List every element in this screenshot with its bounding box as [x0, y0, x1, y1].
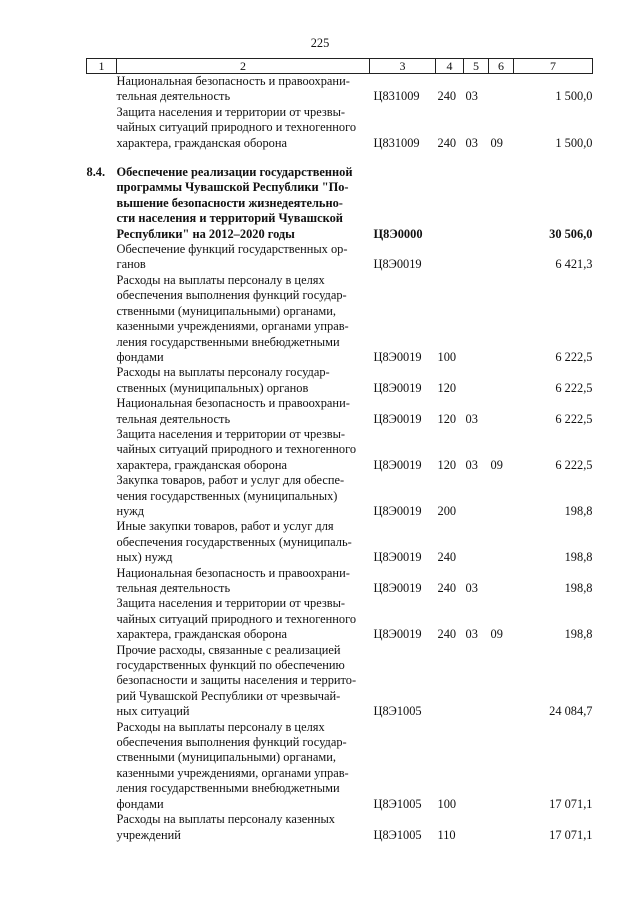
header-cell-7: 7 — [514, 59, 593, 74]
page-number: 225 — [310, 36, 330, 50]
subsection-cell — [489, 473, 514, 519]
subsection-cell — [489, 165, 514, 242]
row-number-cell — [87, 473, 117, 519]
subsection-cell — [489, 273, 514, 365]
row-number-cell — [87, 365, 117, 396]
row-name-cell: Расходы на выплаты персоналу в целях обеспечения выполнения функций государ- ственными (муниципальными) органами, казенными учреждениями, органами управ- ления государственными внебюджетными фондами — [116, 719, 349, 811]
row-number-cell — [87, 396, 117, 427]
row-name-cell: Национальная безопасность и правоохрани- тельная деятельность — [116, 565, 350, 595]
expense-type-cell: 240 — [437, 550, 457, 565]
section-cell: 03 — [465, 135, 478, 150]
amount-cell: 1 500,0 — [555, 135, 593, 150]
table-row — [87, 473, 593, 519]
subsection-cell — [489, 720, 514, 812]
section-cell — [464, 643, 489, 720]
row-name-cell: Обеспечение функций государственных ор- ганов — [116, 242, 348, 272]
expense-type-cell — [436, 242, 464, 273]
row-name-cell: Защита населения и территории от чрезвы- чайных ситуаций природного и техногенного характера, гражданская оборона — [116, 596, 357, 642]
target-code-cell: Ц8Э0019 — [373, 380, 422, 395]
header-cell-2: 2 — [117, 59, 370, 74]
table-row — [87, 105, 593, 151]
target-code-cell: Ц8Э0019 — [373, 581, 422, 595]
target-code-cell: Ц8Э0019 — [373, 349, 422, 364]
row-number-cell — [87, 242, 117, 273]
target-code-cell: Ц8Э0019 — [373, 457, 422, 472]
row-name-cell: Расходы на выплаты персоналу в целях обеспечения выполнения функций государ- ственными (муниципальными) органами, казенными учреждениями, органами управ- ления государственными внебюджетными фондами — [116, 272, 349, 364]
row-number-cell — [87, 596, 117, 642]
row-number-cell — [87, 519, 117, 565]
row-name-cell: Защита населения и территории от чрезвы- чайных ситуаций природного и техногенного характера, гражданская оборона — [116, 426, 357, 472]
target-code-cell: Ц8Э1005 — [373, 704, 422, 719]
target-code-cell: Ц8Э0019 — [373, 411, 422, 426]
target-code-cell: Ц831009 — [373, 89, 420, 104]
target-code-cell: Ц8Э0019 — [373, 627, 422, 642]
row-number-cell — [87, 812, 117, 843]
subsection-cell — [489, 566, 514, 597]
table-row — [87, 273, 593, 365]
target-code-cell: Ц8Э0019 — [373, 550, 422, 565]
table-header — [87, 59, 593, 74]
row-name-cell: Защита населения и территории от чрезвы- чайных ситуаций природного и техногенного характера, гражданская оборона — [116, 104, 357, 150]
section-cell: 03 — [465, 581, 478, 595]
subsection-cell: 09 — [490, 135, 503, 150]
amount-cell: 6 421,3 — [555, 257, 593, 272]
row-name-cell: Иные закупки товаров, работ и услуг для обеспечения государственных (муниципаль- ных) нужд — [116, 519, 352, 565]
section-cell — [464, 519, 489, 565]
amount-cell: 6 222,5 — [555, 380, 593, 395]
amount-cell: 6 222,5 — [555, 457, 593, 472]
row-number-cell — [87, 720, 117, 812]
row-number-cell — [87, 105, 117, 151]
expense-type-cell: 120 — [437, 411, 457, 426]
header-cell-1: 1 — [87, 59, 117, 74]
row-name-cell: Обеспечение реализации государственной программы Чувашской Республики "По- вышение безопасности жизнедеятельно- сти населения и территорий Чувашской Республики" на 2012–2020 годы — [116, 165, 353, 241]
spacer-cell — [87, 151, 593, 165]
expense-type-cell — [436, 643, 464, 720]
row-name-cell: Закупка товаров, работ и услуг для обеспе- чения государственных (муниципальных) нужд — [116, 473, 345, 518]
row-number-cell — [87, 643, 117, 720]
subsection-cell — [489, 643, 514, 720]
expense-type-cell: 100 — [437, 349, 457, 364]
section-cell: 03 — [465, 627, 478, 642]
section-cell: 03 — [465, 411, 478, 426]
expense-type-cell: 120 — [437, 457, 457, 472]
row-number-cell — [87, 273, 117, 365]
row-name-cell: Национальная безопасность и правоохрани- тельная деятельность — [116, 396, 350, 426]
amount-cell: 24 084,7 — [549, 704, 593, 719]
target-code-cell: Ц831009 — [373, 135, 420, 150]
subsection-cell — [489, 242, 514, 273]
subsection-cell — [489, 812, 514, 843]
amount-cell: 198,8 — [564, 627, 593, 642]
amount-cell: 17 071,1 — [549, 796, 593, 811]
target-code-cell: Ц8Э0000 — [373, 226, 423, 241]
expense-type-cell: 240 — [437, 581, 457, 595]
header-cell-6: 6 — [489, 59, 514, 74]
amount-cell: 30 506,0 — [549, 226, 593, 241]
table-row — [87, 365, 593, 396]
row-name-cell: Национальная безопасность и правоохрани- тельная деятельность — [116, 74, 350, 104]
target-code-cell: Ц8Э1005 — [373, 827, 422, 842]
subsection-cell — [489, 365, 514, 396]
subsection-cell: 09 — [490, 627, 503, 642]
amount-cell: 198,8 — [564, 550, 593, 565]
expense-type-cell: 240 — [437, 627, 457, 642]
section-cell: 03 — [465, 89, 478, 104]
expense-type-cell: 240 — [437, 135, 457, 150]
table-row — [87, 812, 593, 843]
row-name-cell: Расходы на выплаты персоналу казенных учреждений — [116, 812, 335, 842]
header-row — [87, 59, 593, 74]
section-cell: 03 — [465, 457, 478, 472]
table-row — [87, 165, 593, 242]
subsection-cell: 09 — [490, 457, 503, 472]
subsection-cell — [489, 74, 514, 105]
target-code-cell: Ц8Э0019 — [373, 503, 422, 518]
row-name-cell: Расходы на выплаты персоналу государ- ственных (муниципальных) органов — [116, 365, 330, 395]
row-spacer — [87, 151, 593, 165]
row-number-cell — [87, 566, 117, 597]
section-cell — [464, 720, 489, 812]
target-code-cell: Ц8Э1005 — [373, 796, 422, 811]
table-row — [87, 566, 593, 597]
amount-cell: 6 222,5 — [555, 411, 593, 426]
table-row — [87, 643, 593, 720]
table-row — [87, 720, 593, 812]
table-row — [87, 74, 593, 105]
table-body — [87, 74, 593, 843]
expense-type-cell: 240 — [437, 89, 457, 104]
expense-type-cell: 100 — [437, 796, 457, 811]
row-name-cell: Прочие расходы, связанные с реализацией государственных функций по обеспечению безопасности и защиты населения и террито- рий Чувашской Республики от чрезвычай- ных ситуаций — [116, 642, 357, 719]
table-row — [87, 519, 593, 565]
amount-cell: 198,8 — [564, 503, 593, 518]
expense-type-cell: 200 — [437, 503, 457, 518]
row-number-cell: 8.4. — [86, 165, 106, 180]
target-code-cell: Ц8Э0019 — [373, 257, 422, 272]
table-row — [87, 596, 593, 642]
expense-type-cell: 120 — [437, 380, 457, 395]
subsection-cell — [489, 519, 514, 565]
table-row — [87, 396, 593, 427]
section-cell — [464, 812, 489, 843]
expense-type-cell — [436, 165, 464, 242]
budget-table — [86, 58, 593, 843]
amount-cell: 6 222,5 — [555, 349, 593, 364]
section-cell — [464, 365, 489, 396]
row-number-cell — [87, 74, 117, 105]
amount-cell: 1 500,0 — [555, 89, 593, 104]
header-cell-3: 3 — [370, 59, 436, 74]
section-cell — [464, 242, 489, 273]
expense-type-cell: 110 — [437, 827, 456, 842]
row-number-cell — [87, 427, 117, 473]
amount-cell: 198,8 — [564, 581, 593, 595]
section-cell — [464, 273, 489, 365]
subsection-cell — [489, 396, 514, 427]
table-row — [87, 242, 593, 273]
table-row — [87, 427, 593, 473]
section-cell — [464, 473, 489, 519]
header-cell-5: 5 — [464, 59, 489, 74]
amount-cell: 17 071,1 — [549, 827, 593, 842]
header-cell-4: 4 — [436, 59, 464, 74]
section-cell — [464, 165, 489, 242]
